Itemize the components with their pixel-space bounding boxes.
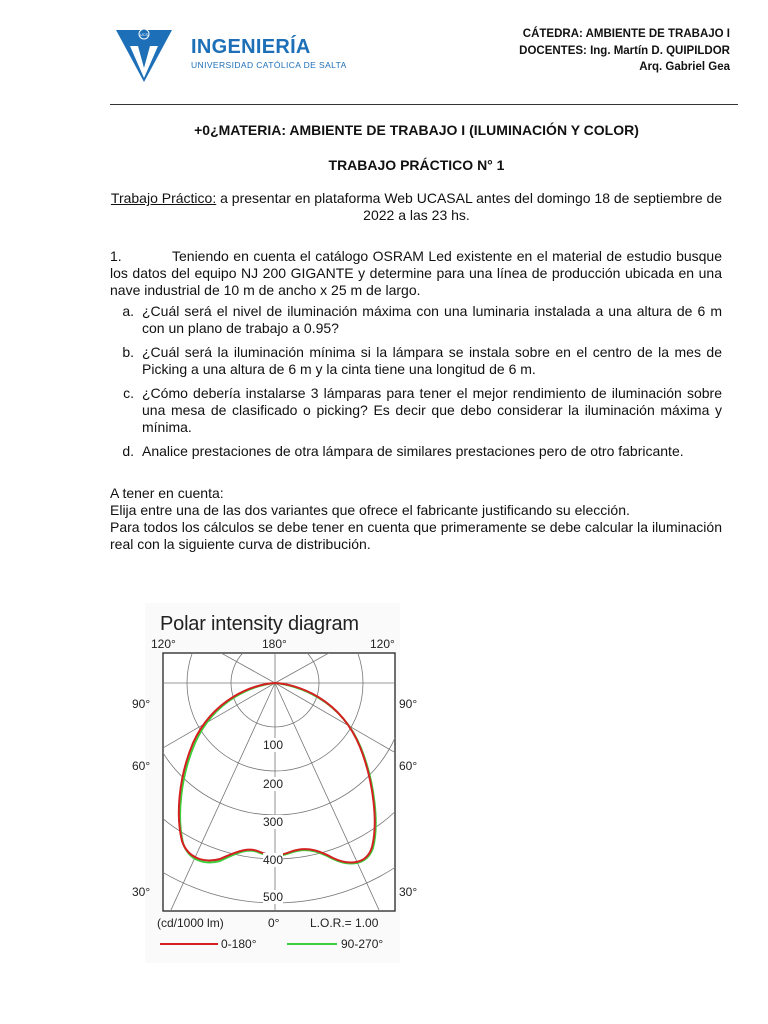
legend-label-0-180: 0-180° <box>221 937 257 951</box>
angle-label-low-left: 60° <box>132 759 151 773</box>
item-text: Teniendo en cuenta el catálogo OSRAM Led existente en el material de estudio busque los datos del equipo NJ 200 GIGANTE y determine para una línea de producción ubicada en una nave industrial de 10 m de ancho x 25 m de largo. <box>110 248 722 298</box>
angle-label-top-right: 120° <box>370 637 395 651</box>
question-item <box>110 385 722 436</box>
arq-line: Arq. Gabriel Gea <box>639 61 730 73</box>
question-mark: c. <box>123 385 134 401</box>
catedra-line: CÁTEDRA: AMBIENTE DE TRABAJO I <box>522 28 730 40</box>
zero-label: 0° <box>268 916 280 930</box>
item-paragraph <box>110 248 722 299</box>
angle-label-top-center: 180° <box>262 637 287 651</box>
lor-label: L.O.R.= 1.00 <box>310 916 379 930</box>
ring-label-100: 100 <box>263 738 284 752</box>
question-text: Analice prestaciones de otra lámpara de similares prestaciones pero de otro fabricante. <box>142 443 684 459</box>
legend-label-90-270: 90-270° <box>341 937 384 951</box>
document-subtitle: TRABAJO PRÁCTICO N° 1 <box>328 157 505 173</box>
diagram-title: Polar intensity diagram <box>160 613 359 635</box>
university-logo <box>116 28 172 84</box>
question-item <box>110 443 722 460</box>
brand <box>191 35 347 70</box>
notes-heading: A tener en cuenta: <box>110 485 224 501</box>
item-number: 1. <box>110 248 122 264</box>
notes-block <box>110 485 722 553</box>
notes-line: Elija entre una de las dos variantes que ofrece el fabricante justificando su elección. <box>110 502 630 518</box>
header-divider <box>110 104 738 105</box>
question-mark: b. <box>122 344 134 360</box>
question-list <box>110 303 722 467</box>
question-mark: d. <box>122 443 134 459</box>
ring-label-500: 500 <box>263 890 284 904</box>
question-mark: a. <box>122 303 134 319</box>
angle-label-low-right: 60° <box>399 759 418 773</box>
brand-subtitle: UNIVERSIDAD CATÓLICA DE SALTA <box>191 60 347 70</box>
ring-label-200: 200 <box>263 777 284 791</box>
ring-label-400: 400 <box>263 853 284 867</box>
question-text: ¿Cuál será la iluminación mínima si la lámpara se instala sobre en el centro de la mes de Picking a una altura de 6 m y la cinta tiene una longitud de 6 m. <box>142 344 722 377</box>
question-item <box>110 344 722 378</box>
intro-paragraph <box>110 190 723 224</box>
document-title: +0¿MATERIA: AMBIENTE DE TRABAJO I (ILUMINACIÓN Y COLOR) <box>194 122 639 138</box>
intro-label: Trabajo Práctico: <box>110 190 217 206</box>
ring-label-300: 300 <box>263 815 284 829</box>
intro-text: a presentar en plataforma Web UCASAL antes del domingo 18 de septiembre de 2022 a las 23 hs. <box>216 190 723 223</box>
question-item <box>110 303 722 337</box>
unit-label: (cd/1000 lm) <box>157 916 224 930</box>
angle-label-mid-right: 90° <box>399 697 418 711</box>
angle-label-top-left: 120° <box>151 637 176 651</box>
logo-badge-text: UCS <box>139 32 149 37</box>
angle-label-bottom-left: 30° <box>132 885 151 899</box>
brand-name: INGENIERÍA <box>191 36 311 58</box>
notes-line: Para todos los cálculos se debe tener en cuenta que primeramente se debe calcular la iluminación real con la siguiente curva de distribución. <box>110 519 722 552</box>
docentes-line: DOCENTES: Ing. Martín D. QUIPILDOR <box>519 44 730 57</box>
angle-label-bottom-right: 30° <box>399 885 418 899</box>
question-text: ¿Cómo debería instalarse 3 lámparas para tener el mejor rendimiento de iluminación sobre una mesa de clasificado o picking? Es decir que debo considerar la iluminación máxima y mínima. <box>142 385 722 435</box>
question-text: ¿Cuál será el nivel de iluminación máxima con una luminaria instalada a una altura de 6 m con un plano de trabajo a 0.95? <box>142 303 722 336</box>
course-info <box>519 26 730 76</box>
angle-label-mid-left: 90° <box>132 697 151 711</box>
